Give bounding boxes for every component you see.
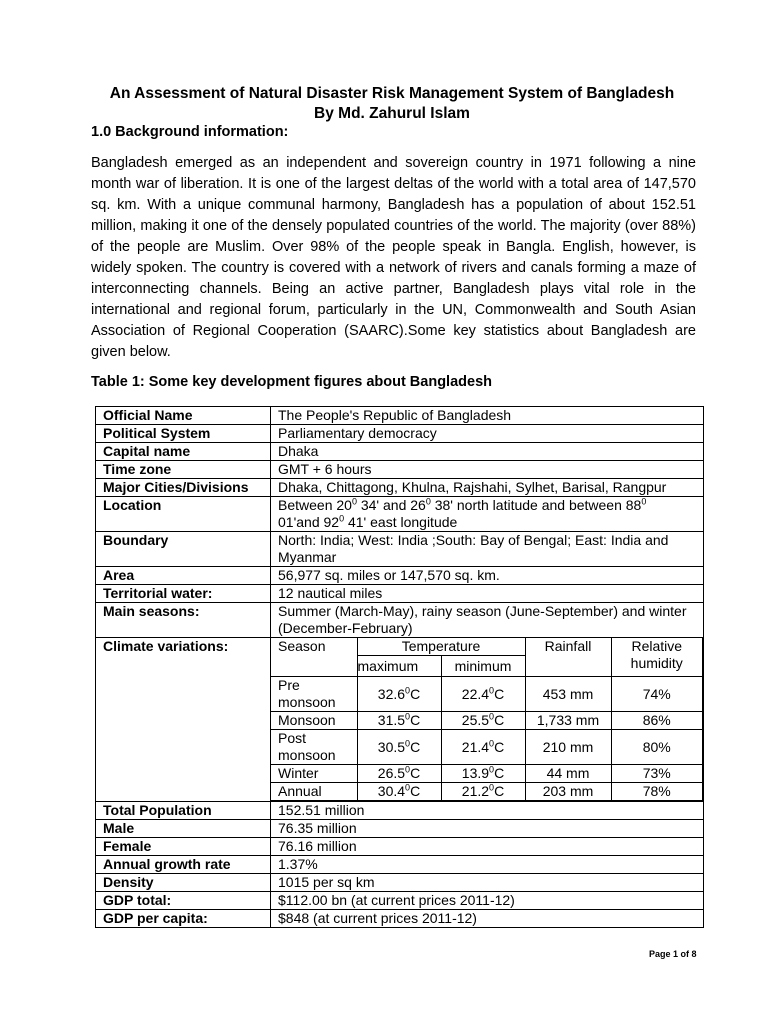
unit: C [494, 765, 505, 781]
value: 31.5 [377, 712, 406, 728]
rainfall: 1,733 mm [525, 712, 611, 730]
season-name: Monsoon [271, 712, 357, 730]
max-temp [357, 712, 441, 730]
value: 25.5 [461, 712, 490, 728]
row-label: GDP total: [96, 892, 271, 910]
background-paragraph: Bangladesh emerged as an independent and sovereign country in 1971 following a nine month war of liberation. It is one of the largest deltas of the world with a total area of 147,570 sq. km. With a unique communal harmony, Bangladesh has a population of about 152.51 million, making it one of the densely populated countries of the world. The majority (over 88%) of the people are Muslim. Over 98% of the people speak in Bangla. English, however, is widely spoken. The country is covered with a network of rivers and canals forming a maze of interconnecting channels. Being an active partner, Bangladesh plays vital role in the international and regional forum, particularly in the UN, Commonwealth and South Asian Association of Regional Cooperation (SAARC).Some key statistics about Bangladesh are given below. [91, 155, 696, 360]
row-value: 76.16 million [271, 838, 704, 856]
rainfall-header: Rainfall [525, 638, 611, 677]
table-row [96, 820, 704, 838]
table-row [96, 892, 704, 910]
table-row-climate [96, 638, 704, 802]
degree-sup: 0 [405, 684, 411, 695]
degree-sup: 0 [339, 513, 345, 524]
unit: C [410, 712, 421, 728]
degree-sup: 0 [405, 711, 411, 722]
rainfall: 203 mm [525, 783, 611, 801]
degree-sup: 0 [489, 782, 495, 793]
season-header: Season [271, 638, 357, 677]
table-row [96, 425, 704, 443]
table-row [96, 479, 704, 497]
row-value: Dhaka [271, 443, 704, 461]
table-row [96, 443, 704, 461]
table-row [96, 802, 704, 820]
climate-row [271, 677, 703, 712]
location-text: 41' east longitude [344, 514, 458, 530]
climate-row [271, 712, 703, 730]
table-row [96, 910, 704, 928]
row-value: 1015 per sq km [271, 874, 704, 892]
row-label: Female [96, 838, 271, 856]
location-text: 01'and 92 [278, 514, 340, 530]
humidity: 74% [611, 677, 703, 712]
value: 26.5 [377, 765, 406, 781]
value: 13.9 [461, 765, 490, 781]
table-row [96, 407, 704, 425]
degree-sup: 0 [351, 496, 357, 507]
degree-sup: 0 [641, 496, 647, 507]
section-heading: 1.0 Background information: [91, 124, 289, 140]
max-temp [357, 730, 441, 765]
location-text: 38' north latitude and between 88 [430, 497, 642, 513]
row-value: 152.51 million [271, 802, 704, 820]
table-row [96, 585, 704, 603]
row-value: $112.00 bn (at current prices 2011-12) [271, 892, 704, 910]
min-temp [441, 712, 525, 730]
location-text: Between 20 [278, 497, 352, 513]
row-label: Major Cities/Divisions [96, 479, 271, 497]
row-label: Climate variations: [96, 638, 271, 802]
max-temp [357, 765, 441, 783]
row-value: GMT + 6 hours [271, 461, 704, 479]
min-temp [441, 730, 525, 765]
table-row [96, 603, 704, 638]
row-value: 1.37% [271, 856, 704, 874]
row-value: The People's Republic of Bangladesh [271, 407, 704, 425]
table-row-location [96, 497, 704, 532]
climate-cell [271, 638, 704, 802]
degree-sup: 0 [425, 496, 431, 507]
max-header: maximum [357, 656, 441, 677]
humidity-header: Relative humidity [611, 638, 703, 677]
season-name: Annual [271, 783, 357, 801]
max-temp [357, 677, 441, 712]
season-name: Pre monsoon [271, 677, 357, 712]
max-temp [357, 783, 441, 801]
unit: C [494, 685, 505, 702]
unit: C [410, 738, 421, 755]
row-label: Location [96, 497, 271, 532]
season-name: Post monsoon [271, 730, 357, 765]
row-value: 12 nautical miles [271, 585, 704, 603]
season-name: Winter [271, 765, 357, 783]
row-value [271, 497, 704, 532]
min-temp [441, 783, 525, 801]
location-text: 34' and 26 [356, 497, 426, 513]
min-temp [441, 765, 525, 783]
climate-row [271, 765, 703, 783]
row-value: 76.35 million [271, 820, 704, 838]
table-row [96, 567, 704, 585]
climate-row [271, 730, 703, 765]
table-row [96, 838, 704, 856]
row-label: Official Name [96, 407, 271, 425]
value: 30.5 [377, 738, 406, 755]
table-caption: Table 1: Some key development figures about Bangladesh [91, 374, 492, 390]
unit: C [410, 685, 421, 702]
row-label: Male [96, 820, 271, 838]
min-temp [441, 677, 525, 712]
unit: C [410, 783, 421, 799]
degree-sup: 0 [489, 737, 495, 748]
degree-sup: 0 [405, 764, 411, 775]
key-figures-table [95, 406, 704, 928]
climate-row [271, 783, 703, 801]
page-number: Page 1 of 8 [649, 949, 697, 959]
degree-sup: 0 [405, 737, 411, 748]
row-value: $848 (at current prices 2011-12) [271, 910, 704, 928]
value: 30.4 [377, 783, 406, 799]
row-label: Density [96, 874, 271, 892]
climate-header-row [271, 638, 703, 656]
row-label: GDP per capita: [96, 910, 271, 928]
row-value: North: India; West: India ;South: Bay of Bengal; East: India and Myanmar [271, 532, 704, 567]
degree-sup: 0 [405, 782, 411, 793]
temperature-header: Temperature [357, 638, 525, 656]
row-label: Political System [96, 425, 271, 443]
row-label: Time zone [96, 461, 271, 479]
row-value: Summer (March-May), rainy season (June-September) and winter (December-February) [271, 603, 704, 638]
title-line-2: By Md. Zahurul Islam [314, 105, 470, 122]
humidity: 80% [611, 730, 703, 765]
value: 21.4 [461, 738, 490, 755]
unit: C [410, 765, 421, 781]
unit: C [494, 712, 505, 728]
table-row [96, 461, 704, 479]
degree-sup: 0 [489, 684, 495, 695]
table-row [96, 856, 704, 874]
row-value: 56,977 sq. miles or 147,570 sq. km. [271, 567, 704, 585]
value: 21.2 [461, 783, 490, 799]
value: 32.6 [377, 685, 406, 702]
degree-sup: 0 [489, 764, 495, 775]
rainfall: 44 mm [525, 765, 611, 783]
row-label: Main seasons: [96, 603, 271, 638]
row-value: Dhaka, Chittagong, Khulna, Rajshahi, Sylhet, Barisal, Rangpur [271, 479, 704, 497]
humidity: 73% [611, 765, 703, 783]
row-label: Capital name [96, 443, 271, 461]
row-label: Territorial water: [96, 585, 271, 603]
value: 22.4 [461, 685, 490, 702]
rainfall: 453 mm [525, 677, 611, 712]
humidity: 86% [611, 712, 703, 730]
degree-sup: 0 [489, 711, 495, 722]
row-label: Area [96, 567, 271, 585]
title-line-1: An Assessment of Natural Disaster Risk Management System of Bangladesh [109, 85, 675, 102]
table-row [96, 874, 704, 892]
document-title [0, 84, 768, 124]
unit: C [494, 738, 505, 755]
table-row [96, 532, 704, 567]
row-label: Total Population [96, 802, 271, 820]
row-label: Boundary [96, 532, 271, 567]
min-header: minimum [441, 656, 525, 677]
rainfall: 210 mm [525, 730, 611, 765]
humidity: 78% [611, 783, 703, 801]
row-value: Parliamentary democracy [271, 425, 704, 443]
row-label: Annual growth rate [96, 856, 271, 874]
unit: C [494, 783, 505, 799]
climate-table [271, 638, 703, 801]
